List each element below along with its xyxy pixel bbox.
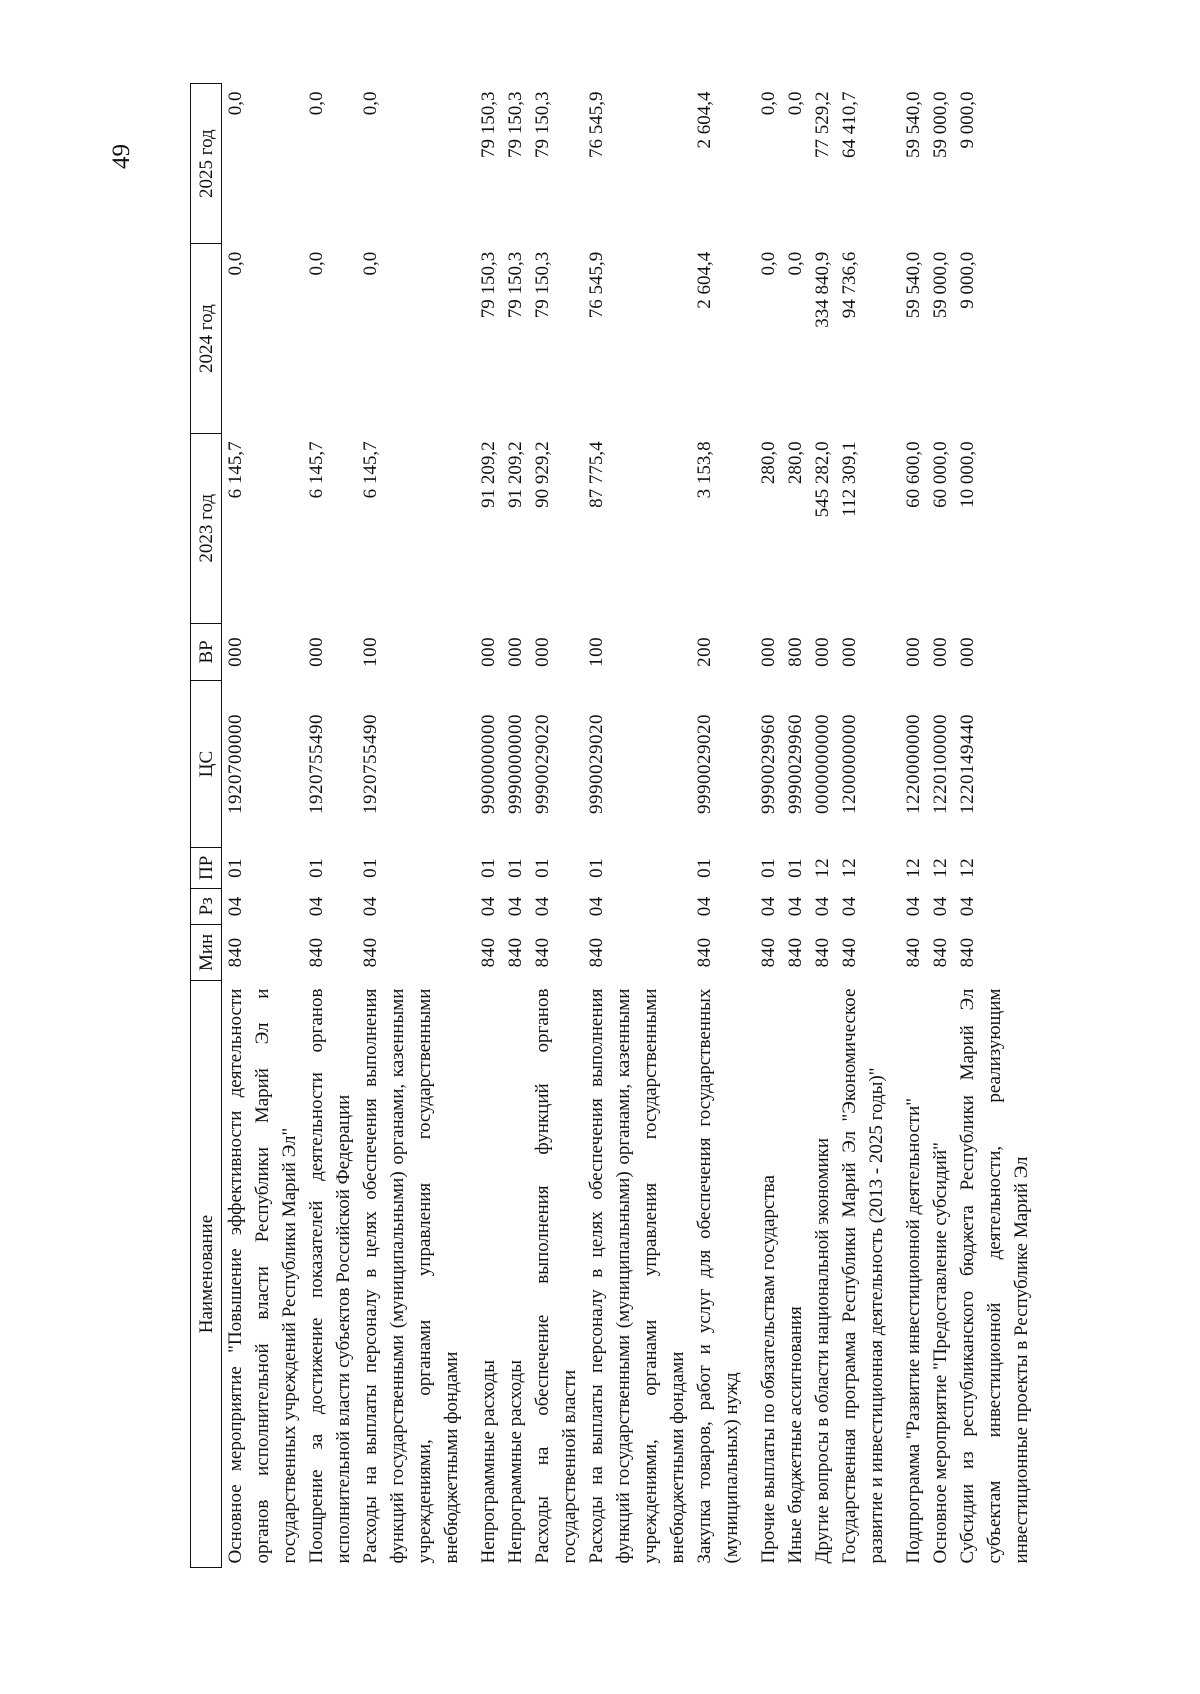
cell-vr: 000 [306,636,327,667]
cell-cs: 9990000000 [505,714,526,815]
row-spacer [465,84,475,1568]
cell-min: 840 [505,937,526,968]
cell-name: Субсидии из республиканского бюджета Республики Марий Эл субъектам инвестиционной деятельности, реализующим инвестиционные проекты в Республике Марий Эл [957,988,1032,1564]
cell-pr: 12 [839,857,860,878]
cell-min: 840 [839,937,860,968]
cell-pr: 01 [532,857,553,878]
cell-vr: 000 [505,636,526,667]
header-min: Мин [191,924,222,980]
row-spacer [890,84,900,1568]
cell-vr: 100 [586,636,607,667]
cell-y2023: 10 000,0 [957,441,978,508]
header-cs: ЦС [191,681,222,848]
table-row [691,84,745,1568]
cell-y2024: 94 736,6 [839,251,860,319]
header-pr: ПР [191,847,222,888]
cell-vr: 100 [360,636,381,667]
cell-name: Непрограммные расходы [505,1360,526,1564]
cell-y2024: 0,0 [225,251,246,276]
cell-y2025: 0,0 [785,91,806,116]
cell-y2023: 112 309,1 [839,441,860,517]
cell-min: 840 [903,937,924,968]
cell-y2025: 59 000,0 [930,91,951,158]
cell-y2025: 2 604,4 [694,91,715,149]
cell-vr: 000 [225,636,246,667]
cell-name: Расходы на выплаты персоналу в целях обеспечения выполнения функций государственными (муниципальными) органами, казенными учреждениями, органами управления государственными внебюджетными фондами [360,988,462,1564]
cell-y2023: 6 145,7 [306,441,327,499]
cell-y2023: 87 775,4 [586,441,607,508]
header-2025: 2025 год [191,84,222,244]
cell-pr: 01 [694,857,715,878]
cell-y2025: 79 150,3 [478,91,499,158]
cell-vr: 000 [903,636,924,667]
cell-name: Государственная программа Республики Марий Эл "Экономическое развитие и инвестиционная деятельность (2013 - 2025 годы)" [839,988,887,1564]
cell-vr: 200 [694,636,715,667]
cell-y2025: 9 000,0 [957,91,978,149]
table-row [475,84,502,1568]
cell-y2025: 0,0 [758,91,779,116]
cell-min: 840 [812,937,833,968]
cell-name: Основное мероприятие "Повышение эффективности деятельности органов исполнительной власти Республики Марий Эл и государственных учреждений Республики Марий Эл" [225,988,300,1564]
cell-cs: 1920755490 [306,714,327,815]
cell-min: 840 [694,937,715,968]
cell-rz: 04 [839,896,860,917]
cell-pr: 12 [957,857,978,878]
cell-pr: 01 [225,857,246,878]
cell-y2025: 59 540,0 [903,91,924,158]
cell-y2023: 280,0 [758,441,779,485]
cell-pr: 12 [930,857,951,878]
cell-min: 840 [360,937,381,968]
cell-pr: 01 [505,857,526,878]
cell-y2024: 79 150,3 [532,251,553,319]
cell-pr: 01 [586,857,607,878]
cell-cs: 1220149440 [957,714,978,815]
table-row [954,84,1035,1568]
cell-y2023: 91 209,2 [505,441,526,508]
cell-y2023: 91 209,2 [478,441,499,508]
cell-min: 840 [478,937,499,968]
cell-cs: 1220100000 [930,714,951,815]
cell-pr: 01 [360,857,381,878]
header-name: Наименование [191,981,222,1568]
cell-rz: 04 [758,896,779,917]
row-spacer-cell [890,84,900,1568]
row-spacer-cell [745,84,755,1568]
header-2024: 2024 год [191,244,222,434]
cell-pr: 01 [306,857,327,878]
cell-y2025: 0,0 [306,91,327,116]
cell-name: Поощрение за достижение показателей деятельности органов исполнительной власти субъектов Российской Федерации [306,988,354,1564]
cell-name: Прочие выплаты по обязательствам государства [758,1175,779,1564]
cell-y2024: 79 150,3 [505,251,526,319]
cell-cs: 1920755490 [360,714,381,815]
cell-y2023: 60 600,0 [903,441,924,508]
cell-rz: 04 [360,896,381,917]
table-row [502,84,529,1568]
cell-y2024: 2 604,4 [694,251,715,309]
cell-vr: 000 [478,636,499,667]
row-spacer [745,84,755,1568]
table-row [755,84,782,1568]
cell-rz: 04 [478,896,499,917]
cell-pr: 12 [812,857,833,878]
cell-rz: 04 [694,896,715,917]
cell-y2024: 334 840,9 [812,251,833,328]
cell-rz: 04 [957,896,978,917]
table-row [927,84,954,1568]
cell-cs: 9990029020 [532,714,553,815]
cell-cs: 9990029960 [758,714,779,815]
cell-pr: 12 [903,857,924,878]
cell-y2023: 3 153,8 [694,441,715,499]
cell-rz: 04 [306,896,327,917]
cell-y2023: 60 000,0 [930,441,951,508]
cell-cs: 9990029020 [586,714,607,815]
cell-name: Иные бюджетные ассигнования [785,1306,806,1564]
header-2023: 2023 год [191,433,222,623]
cell-min: 840 [586,937,607,968]
cell-y2023: 545 282,0 [812,441,833,518]
cell-rz: 04 [930,896,951,917]
cell-y2024: 0,0 [306,251,327,276]
table-row [529,84,583,1568]
cell-y2025: 0,0 [360,91,381,116]
cell-y2025: 77 529,2 [812,91,833,158]
table-row [357,84,465,1568]
cell-cs: 1220000000 [903,714,924,815]
cell-name: Подпрограмма "Развитие инвестиционной деятельности" [903,1097,924,1564]
cell-pr: 01 [758,857,779,878]
cell-rz: 04 [505,896,526,917]
table-row [900,84,927,1568]
table-row [222,84,304,1568]
cell-name: Другие вопросы в области национальной экономики [812,1137,833,1564]
table-row [303,84,357,1568]
cell-cs: 1920700000 [225,714,246,815]
cell-name: Расходы на выплаты персоналу в целях обеспечения выполнения функций государственными (муниципальными) органами, казенными учреждениями, органами управления государственными внебюджетными фондами [586,988,688,1564]
cell-vr: 000 [930,636,951,667]
cell-y2024: 0,0 [758,251,779,276]
cell-y2023: 6 145,7 [225,441,246,499]
cell-pr: 01 [478,857,499,878]
cell-name: Основное мероприятие "Предоставление субсидий" [930,1142,951,1564]
table-row [583,84,691,1568]
row-spacer-cell [465,84,475,1568]
cell-y2025: 79 150,3 [505,91,526,158]
cell-vr: 000 [957,636,978,667]
cell-name: Расходы на обеспечение выполнения функций органов государственной власти [532,988,580,1564]
cell-y2023: 6 145,7 [360,441,381,499]
cell-y2024: 79 150,3 [478,251,499,319]
cell-min: 840 [306,937,327,968]
cell-min: 840 [930,937,951,968]
cell-y2024: 59 000,0 [930,251,951,319]
cell-pr: 01 [785,857,806,878]
cell-y2024: 0,0 [360,251,381,276]
cell-rz: 04 [225,896,246,917]
cell-y2023: 280,0 [785,441,806,485]
cell-min: 840 [225,937,246,968]
cell-cs: 0000000000 [812,714,833,815]
cell-rz: 04 [785,896,806,917]
cell-y2024: 9 000,0 [957,251,978,309]
cell-min: 840 [957,937,978,968]
cell-rz: 04 [903,896,924,917]
cell-y2024: 76 545,9 [586,251,607,319]
cell-y2023: 90 929,2 [532,441,553,508]
cell-y2024: 59 540,0 [903,251,924,319]
cell-y2025: 64 410,7 [839,91,860,158]
cell-y2024: 0,0 [785,251,806,276]
cell-rz: 04 [812,896,833,917]
cell-cs: 9990029020 [694,714,715,815]
header-rz: Рз [191,888,222,924]
page-number: 49 [108,144,135,169]
cell-vr: 800 [785,636,806,667]
budget-table [190,83,1035,1568]
cell-min: 840 [785,937,806,968]
cell-vr: 000 [532,636,553,667]
cell-rz: 04 [586,896,607,917]
table-row [836,84,890,1568]
cell-min: 840 [532,937,553,968]
cell-vr: 000 [839,636,860,667]
table-row [782,84,809,1568]
cell-cs: 9900000000 [478,714,499,815]
cell-name: Непрограммные расходы [478,1360,499,1564]
cell-y2025: 76 545,9 [586,91,607,158]
table-row [809,84,836,1568]
table-body [222,84,1036,1568]
cell-y2025: 79 150,3 [532,91,553,158]
table-header [191,84,222,1568]
cell-rz: 04 [532,896,553,917]
header-vr: ВР [191,623,222,681]
cell-cs: 1200000000 [839,714,860,815]
cell-min: 840 [758,937,779,968]
cell-cs: 9990029960 [785,714,806,815]
cell-vr: 000 [812,636,833,667]
cell-vr: 000 [758,636,779,667]
cell-y2025: 0,0 [225,91,246,116]
cell-name: Закупка товаров, работ и услуг для обеспечения государственных (муниципальных) нужд [694,988,742,1564]
